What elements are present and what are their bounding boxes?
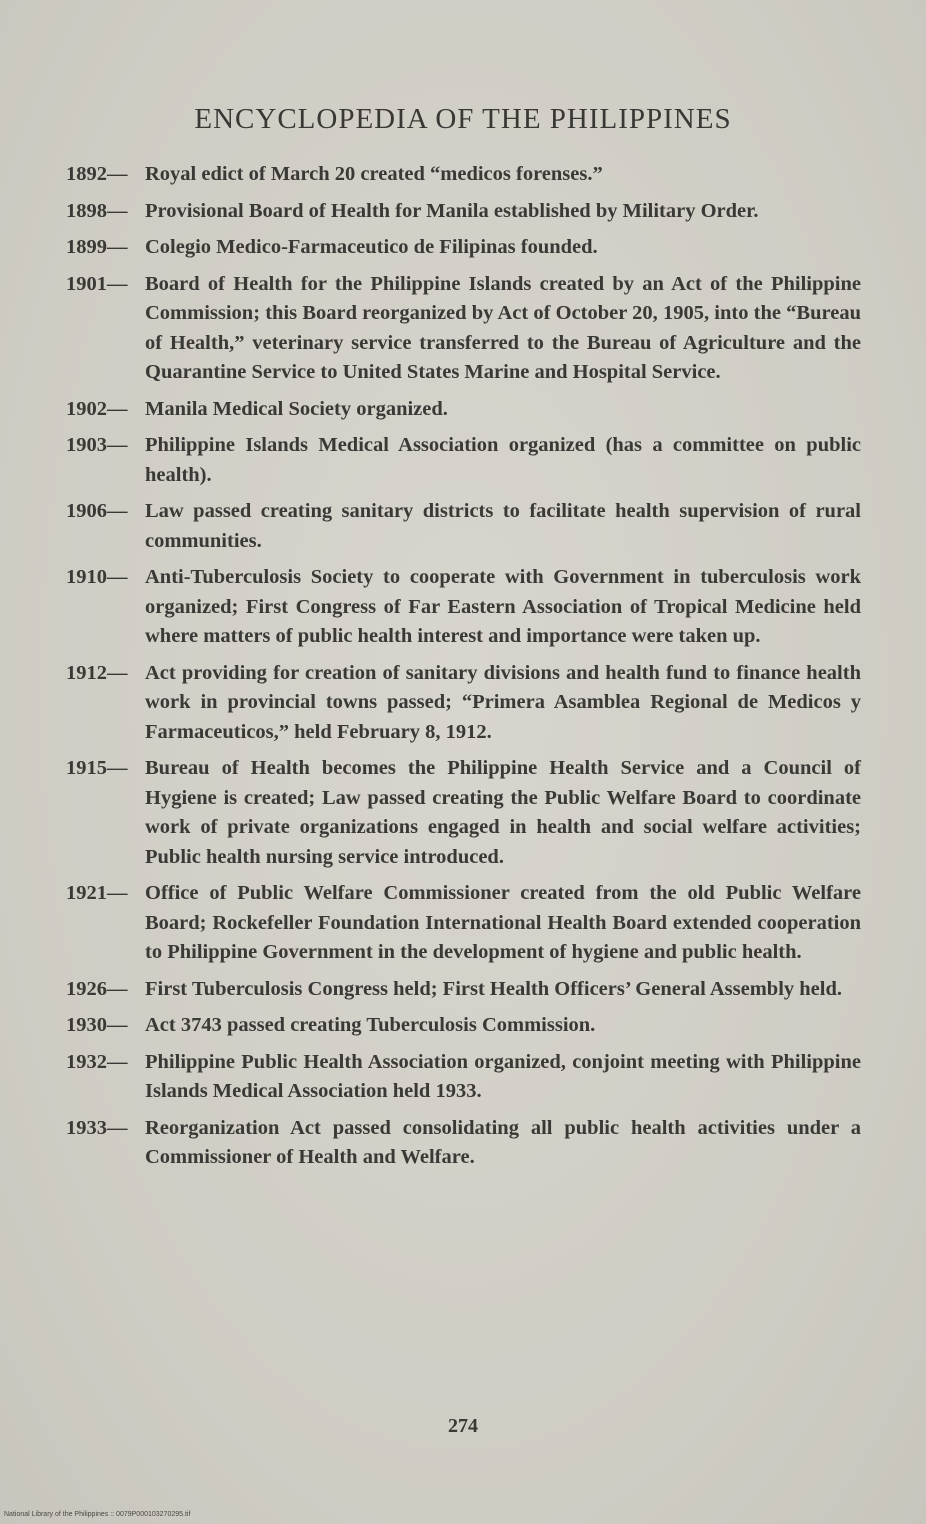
entry-year: 1892— — [66, 163, 128, 185]
chronology-entry — [66, 160, 861, 190]
entry-text: Law passed creating sanitary districts to facilitate health supervision of rural communities. — [145, 500, 861, 552]
chronology-list — [66, 160, 861, 1180]
chronology-entry — [66, 975, 861, 1005]
chronology-entry — [66, 1011, 861, 1041]
entry-text: Anti-Tuberculosis Society to cooperate with Government in tuberculosis work organized; First Congress of Far Eastern Association of Tropical Medicine held where matters of public health interest and importance were taken up. — [145, 566, 861, 647]
entry-year: 1933— — [66, 1116, 128, 1139]
entry-text: Manila Medical Society organized. — [145, 397, 448, 420]
scan-source-note: National Library of the Philippines :: 0079P000103270295.tif — [4, 1511, 191, 1518]
chronology-entry — [66, 197, 861, 227]
chronology-entry — [66, 563, 861, 652]
running-header: ENCYCLOPEDIA OF THE PHILIPPINES — [194, 103, 732, 135]
chronology-entry — [66, 1114, 861, 1173]
entry-year: 1903— — [66, 434, 128, 456]
entry-year: 1930— — [66, 1014, 128, 1036]
chronology-entry — [66, 879, 861, 968]
entry-year: 1926— — [66, 977, 128, 1000]
chronology-entry — [66, 659, 861, 748]
chronology-entry — [66, 497, 861, 556]
entry-year: 1898— — [66, 199, 128, 222]
entry-year: 1902— — [66, 397, 128, 420]
entry-text: Colegio Medico-Farmaceutico de Filipinas founded. — [145, 236, 598, 258]
entry-year: 1912— — [66, 661, 128, 684]
entry-year: 1906— — [66, 500, 128, 522]
entry-text: Provisional Board of Health for Manila established by Military Order. — [145, 199, 759, 222]
chronology-entry — [66, 431, 861, 490]
entry-text: Act 3743 passed creating Tuberculosis Commission. — [145, 1014, 596, 1036]
entry-text: Philippine Islands Medical Association organized (has a committee on public health). — [145, 434, 861, 486]
page-number: 274 — [448, 1415, 478, 1437]
chronology-entry — [66, 270, 861, 388]
entry-text: Act providing for creation of sanitary divisions and health fund to finance health work in provincial towns passed; “Primera Asamblea Regional de Medicos y Farmaceuticos,” held February 8, 1912. — [145, 661, 861, 743]
entry-text: Reorganization Act passed consolidating all public health activities under a Commissioner of Health and Welfare. — [145, 1116, 861, 1168]
entry-text: Royal edict of March 20 created “medicos forenses.” — [145, 163, 603, 185]
chronology-entry — [66, 754, 861, 872]
entry-year: 1901— — [66, 272, 128, 295]
entry-year: 1921— — [66, 882, 128, 904]
entry-text: Bureau of Health becomes the Philippine Health Service and a Council of Hygiene is created; Law passed creating the Public Welfare Board to coordinate work of private organizations engaged in health and social welfare activities; Public health nursing service introduced. — [145, 757, 861, 868]
entry-text: Office of Public Welfare Commissioner created from the old Public Welfare Board; Rockefeller Foundation International Health Board extended cooperation to Philippine Government in the development of hygiene and public health. — [145, 882, 861, 963]
entry-text: Philippine Public Health Association organized, conjoint meeting with Philippine Islands Medical Association held 1933. — [145, 1050, 861, 1102]
entry-text: Board of Health for the Philippine Islands created by an Act of the Philippine Commission; this Board reorganized by Act of October 20, 1905, into the “Bureau of Health,” veterinary service transferred to the Bureau of Agriculture and the Quarantine Service to United States Marine and Hospital Service. — [145, 272, 861, 383]
entry-text: First Tuberculosis Congress held; First Health Officers’ General Assembly held. — [145, 977, 842, 1000]
entry-year: 1932— — [66, 1050, 128, 1073]
entry-year: 1899— — [66, 236, 128, 258]
chronology-entry — [66, 1048, 861, 1107]
entry-year: 1910— — [66, 566, 128, 588]
entry-year: 1915— — [66, 757, 128, 779]
chronology-entry — [66, 395, 861, 425]
chronology-entry — [66, 233, 861, 263]
